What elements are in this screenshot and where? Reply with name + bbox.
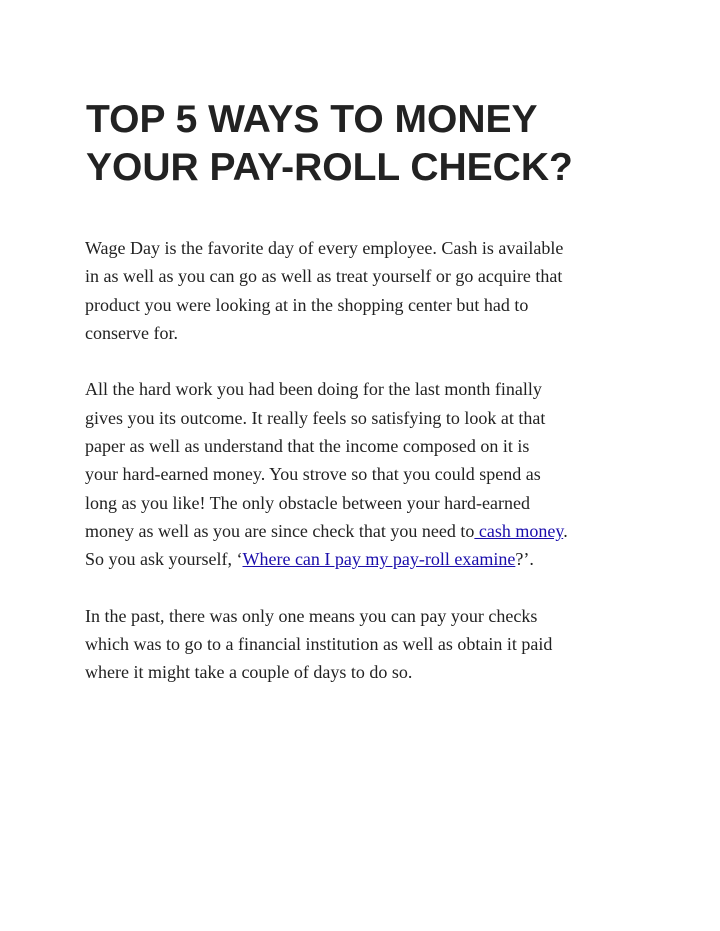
paragraph-1-line-2: in as well as you can go as well as treat yourself or go acquire that	[85, 266, 563, 287]
paragraph-3-line-2: which was to go to a financial institution as well as obtain it paid	[85, 634, 553, 655]
paragraph-2-line-6	[85, 517, 645, 545]
paragraph-2-line-5: long as you like! The only obstacle between your hard-earned	[85, 492, 531, 513]
paragraph-3-line-1: In the past, there was only one means you can pay your checks	[85, 605, 538, 626]
paragraph-2-line-3: paper as well as understand that the income composed on it is	[85, 436, 530, 457]
paragraph-2-line-7-end: ?’.	[515, 549, 534, 570]
paragraph-2-line-2: gives you its outcome. It really feels so satisfying to look at that	[85, 407, 546, 428]
paragraph-2-line-7-text: So you ask yourself, ‘	[85, 549, 243, 570]
page-title	[86, 96, 646, 192]
paragraph-1	[85, 234, 645, 347]
paragraph-3	[85, 602, 645, 687]
paragraph-1-line-1: Wage Day is the favorite day of every employee. Cash is available	[85, 238, 564, 258]
paragraph-1-line-3: product you were looking at in the shopping center but had to	[85, 294, 529, 315]
article-body	[85, 234, 645, 715]
paragraph-2-line-1: All the hard work you had been doing for the last month finally	[85, 379, 542, 400]
paragraph-2-line-7	[85, 545, 645, 573]
pay-roll-examine-link[interactable]: Where can I pay my pay-roll examine	[242, 549, 516, 570]
paragraph-2	[85, 375, 645, 573]
cash-money-link[interactable]: cash money	[474, 520, 564, 541]
title-line-1: TOP 5 WAYS TO MONEY	[86, 98, 538, 141]
paragraph-1-line-4: conserve for.	[85, 322, 178, 343]
title-line-2: YOUR PAY-ROLL CHECK?	[86, 146, 573, 189]
paragraph-3-line-3: where it might take a couple of days to do so.	[85, 662, 413, 683]
paragraph-2-line-6-period: .	[563, 520, 568, 541]
paragraph-2-line-4: your hard-earned money. You strove so that you could spend as	[85, 464, 541, 485]
paragraph-2-line-6-text: money as well as you are since check that you need to	[85, 520, 475, 541]
